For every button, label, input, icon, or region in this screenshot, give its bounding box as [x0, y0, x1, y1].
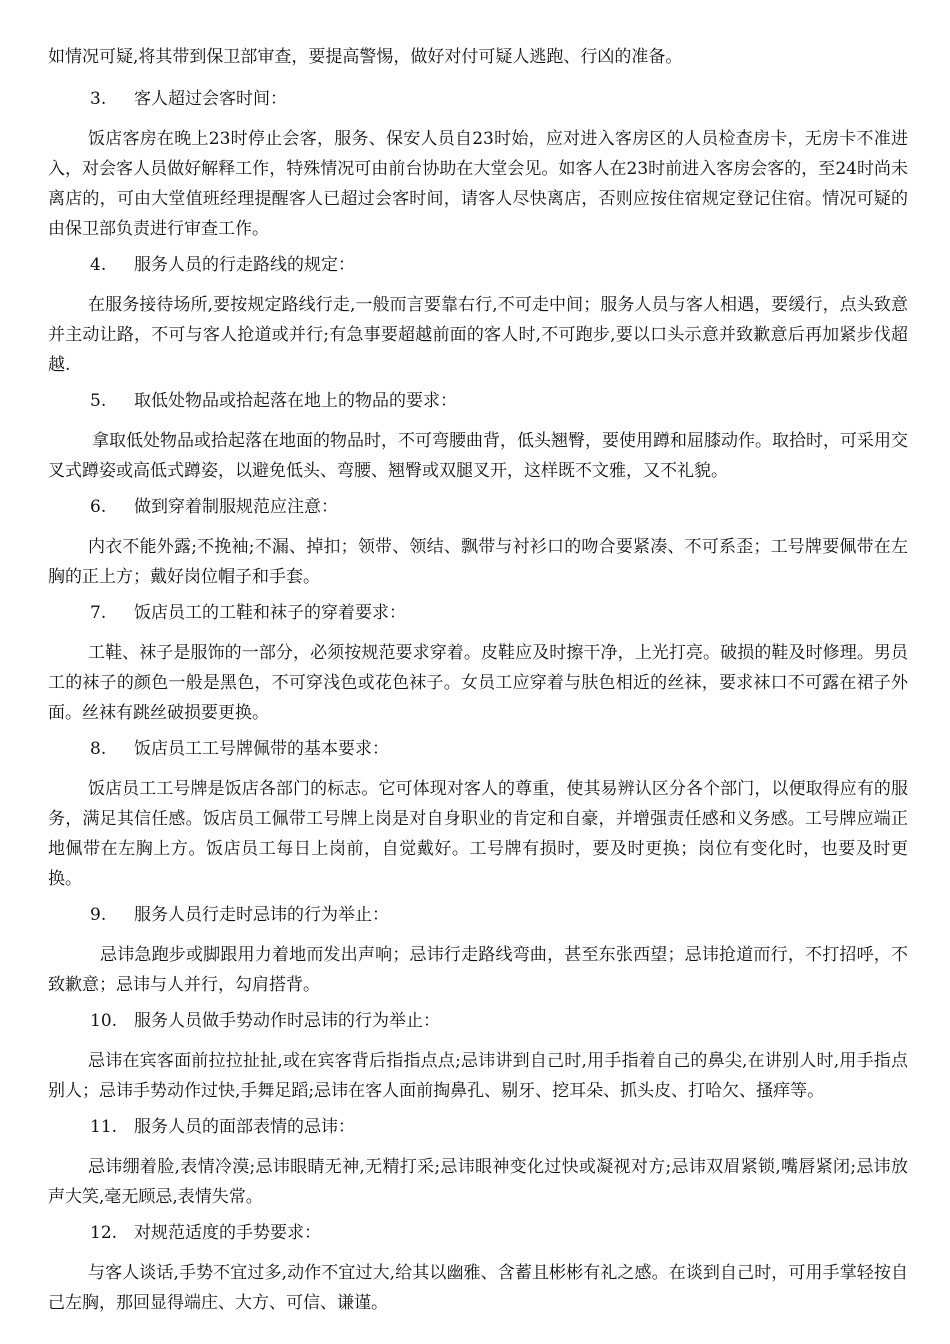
section-12 — [48, 1218, 908, 1318]
section-number: 6. — [90, 497, 107, 517]
section-body: 工鞋、袜子是服饰的一部分，必须按规范要求穿着。皮鞋应及时擦干净，上光打亮。破损的鞋及时修理。男员工的袜子的颜色一般是黑色，不可穿浅色或花色袜子。女员工应穿着与肤色相近的丝袜，要求袜口不可露在裙子外面。丝袜有跳丝破损要更换。 — [48, 643, 908, 723]
section-number: 10. — [90, 1011, 118, 1031]
section-title: 做到穿着制服规范应注意： — [134, 497, 338, 517]
section-title: 对规范适度的手势要求： — [134, 1223, 321, 1243]
section-heading — [48, 386, 908, 416]
section-number: 9. — [90, 905, 107, 925]
section-number: 8. — [90, 739, 107, 759]
section-title: 取低处物品或拾起落在地上的物品的要求： — [134, 391, 457, 411]
section-heading — [48, 734, 908, 764]
section-body: 忌讳在宾客面前拉拉扯扯,或在宾客背后指指点点;忌讳讲到自己时,用手指着自己的鼻尖,在讲别人时,用手指点别人；忌讳手势动作过快,手舞足蹈;忌讳在客人面前掏鼻孔、剔牙、挖耳朵、抓头皮、打哈欠、搔痒等。 — [48, 1051, 908, 1101]
section-heading — [48, 1112, 908, 1142]
section-6 — [48, 492, 908, 592]
section-9 — [48, 900, 908, 1000]
section-heading — [48, 492, 908, 522]
section-heading — [48, 250, 908, 280]
section-title: 服务人员行走时忌讳的行为举止： — [134, 905, 389, 925]
section-body: 在服务接待场所,要按规定路线行走,一般而言要靠右行,不可走中间；服务人员与客人相遇，要缓行，点头致意并主动让路，不可与客人抢道或并行;有急事要超越前面的客人时,不可跑步,要以口头示意并致歉意后再加紧步伐超越. — [48, 295, 908, 375]
section-5 — [48, 386, 908, 486]
section-heading — [48, 84, 908, 114]
section-body: 拿取低处物品或拾起落在地面的物品时，不可弯腰曲背，低头翘臀，要使用蹲和屈膝动作。取拾时，可采用交叉式蹲姿或高低式蹲姿，以避免低头、弯腰、翘臀或双腿叉开，这样既不文雅，又不礼貌。 — [48, 431, 908, 481]
section-heading — [48, 598, 908, 628]
section-number: 5. — [90, 391, 107, 411]
section-heading — [48, 900, 908, 930]
section-title: 服务人员的行走路线的规定： — [134, 255, 355, 275]
section-number: 12. — [90, 1223, 118, 1243]
section-heading — [48, 1006, 908, 1036]
section-title: 客人超过会客时间： — [134, 89, 287, 109]
section-body: 忌讳绷着脸,表情冷漠;忌讳眼睛无神,无精打采;忌讳眼神变化过快或凝视对方;忌讳双眉紧锁,嘴唇紧闭;忌讳放声大笑,毫无顾忌,表情失常。 — [48, 1157, 908, 1207]
section-title: 饭店员工工号牌佩带的基本要求： — [134, 739, 389, 759]
section-body: 忌讳急跑步或脚跟用力着地而发出声响；忌讳行走路线弯曲，甚至东张西望；忌讳抢道而行，不打招呼，不致歉意；忌讳与人并行，勾肩搭背。 — [48, 945, 908, 995]
section-number: 11. — [90, 1117, 118, 1137]
section-title: 服务人员做手势动作时忌讳的行为举止： — [134, 1011, 440, 1031]
section-4 — [48, 250, 908, 380]
intro-paragraph: 如情况可疑,将其带到保卫部审查，要提高警惕，做好对付可疑人逃跑、行凶的准备。 — [48, 47, 683, 67]
section-body: 饭店员工工号牌是饭店各部门的标志。它可体现对客人的尊重，使其易辨认区分各个部门，以便取得应有的服务，满足其信任感。饭店员工佩带工号牌上岗是对自身职业的肯定和自豪，并增强责任感和义务感。工号牌应端正地佩带在左胸上方。饭店员工每日上岗前，自觉戴好。工号牌有损时，要及时更换；岗位有变化时，也要及时更换。 — [48, 779, 908, 889]
document-page — [48, 42, 908, 1324]
section-8 — [48, 734, 908, 894]
section-number: 4. — [90, 255, 107, 275]
section-body: 饭店客房在晚上23时停止会客，服务、保安人员自23时始，应对进入客房区的人员检查房卡，无房卡不准进入，对会客人员做好解释工作，特殊情况可由前台协助在大堂会见。如客人在23时前进入客房会客的，至24时尚未离店的，可由大堂值班经理提醒客人已超过会客时间，请客人尽快离店，否则应按住宿规定登记住宿。情况可疑的由保卫部负责进行审查工作。 — [48, 129, 908, 239]
section-heading — [48, 1218, 908, 1248]
section-number: 7. — [90, 603, 107, 623]
section-number: 3. — [90, 89, 107, 109]
section-10 — [48, 1006, 908, 1106]
section-7 — [48, 598, 908, 728]
section-11 — [48, 1112, 908, 1212]
section-body: 与客人谈话,手势不宜过多,动作不宜过大,给其以幽雅、含蓄且彬彬有礼之感。在谈到自己时，可用手掌轻按自己左胸，那回显得端庄、大方、可信、谦谨。 — [48, 1263, 908, 1313]
section-3 — [48, 84, 908, 244]
section-title: 饭店员工的工鞋和袜子的穿着要求： — [134, 603, 406, 623]
section-title: 服务人员的面部表情的忌讳： — [134, 1117, 355, 1137]
section-body: 内衣不能外露;不挽袖;不漏、掉扣；领带、领结、飘带与衬衫口的吻合要紧凑、不可系歪；工号牌要佩带在左胸的正上方；戴好岗位帽子和手套。 — [48, 537, 908, 587]
